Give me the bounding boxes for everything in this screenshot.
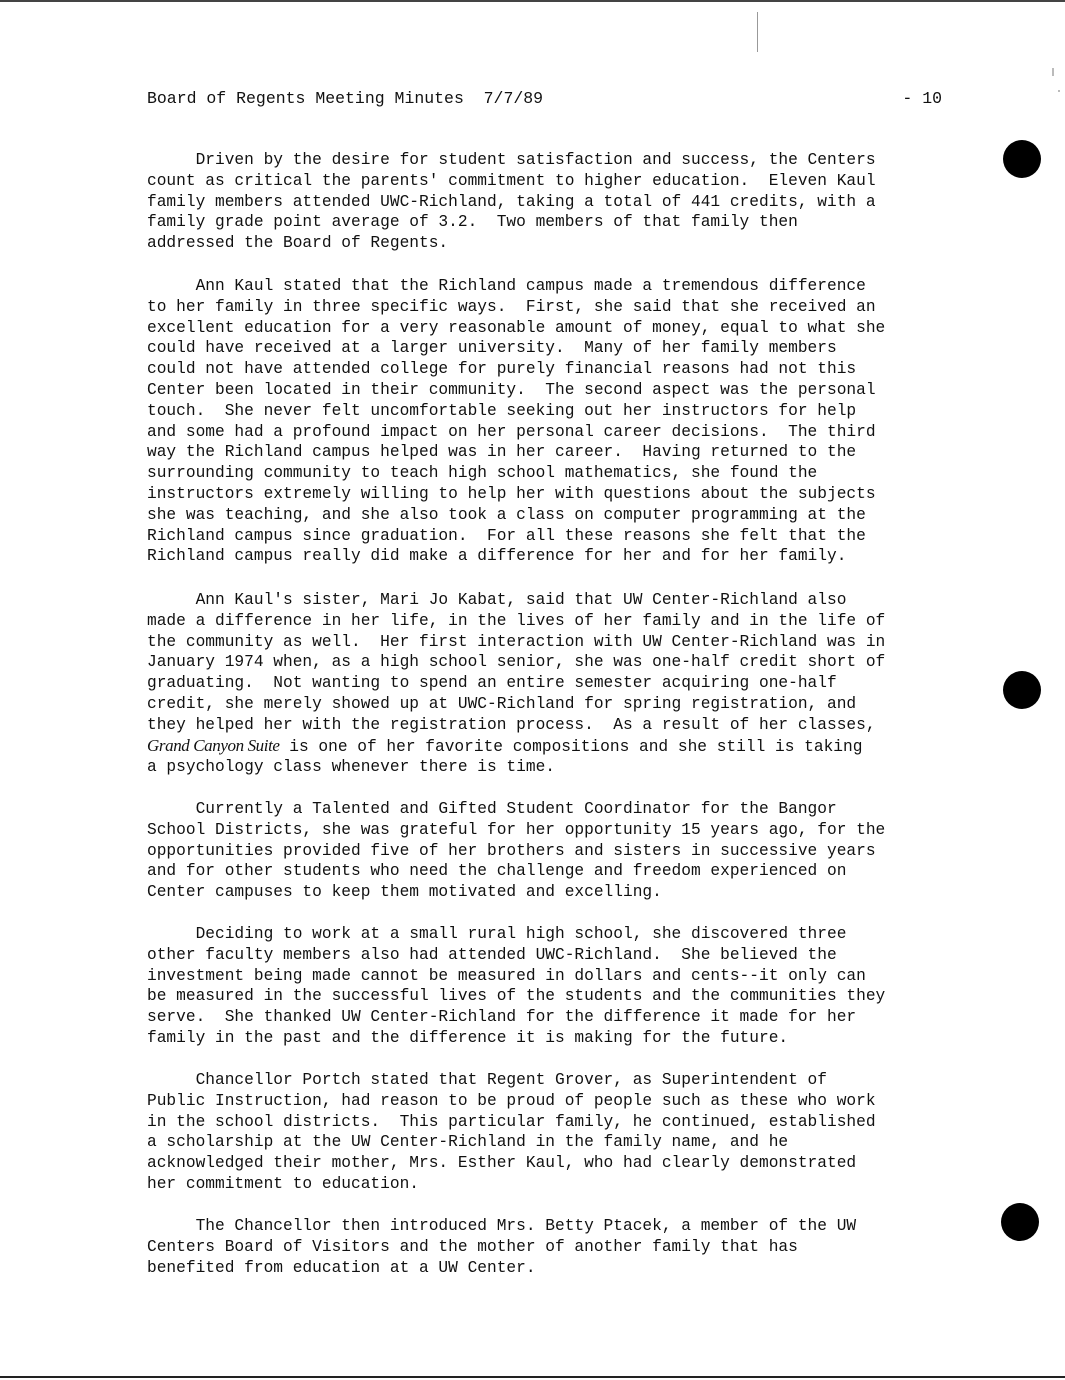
text-line: family in the past and the difference it is making for the future.: [147, 1028, 789, 1047]
text-line: Currently a Talented and Gifted Student Coordinator for the Bangor: [147, 800, 837, 818]
text-line: credit, she merely showed up at UWC-Richland for spring registration, and: [147, 694, 857, 713]
text-line: graduating. Not wanting to spend an entire semester acquiring one-half: [147, 674, 837, 693]
text-line: opportunities provided five of her brothers and sisters in successive years: [147, 841, 876, 860]
text-line: made a difference in her life, in the lives of her family and in the life of: [147, 611, 886, 630]
text-line: Public Instruction, had reason to be proud of people such as these who work: [147, 1091, 876, 1110]
text-line: they helped her with the registration process. As a result of her classes,: [147, 715, 876, 734]
text-line: acknowledged their mother, Mrs. Esther Kaul, who had clearly demonstrated: [147, 1154, 857, 1173]
text-line: Driven by the desire for student satisfaction and success, the Centers: [147, 151, 876, 169]
text-line: and for other students who need the challenge and freedom experienced on: [147, 862, 847, 881]
text-line: way the Richland campus helped was in her career. Having returned to the: [147, 443, 857, 462]
scan-artifact: [1058, 90, 1060, 92]
page-number: - 10: [902, 89, 942, 108]
text-line: Centers Board of Visitors and the mother of another family that has: [147, 1237, 798, 1256]
text-line: be measured in the successful lives of the students and the communities they: [147, 987, 886, 1006]
text-line: benefited from education at a UW Center.: [147, 1258, 536, 1277]
text-line: family grade point average of 3.2. Two members of that family then: [147, 213, 798, 232]
paragraph-1: [147, 150, 947, 254]
scan-artifact: [757, 12, 758, 52]
paragraph-3: [147, 590, 947, 778]
paragraph-5: [147, 924, 947, 1049]
paragraph-4: [147, 799, 947, 903]
text-line: touch. She never felt uncomfortable seeking out her instructors for help: [147, 401, 857, 420]
text-line: Richland campus since graduation. For all these reasons she felt that the: [147, 526, 866, 545]
text-line: her commitment to education.: [147, 1174, 419, 1193]
text-line: serve. She thanked UW Center-Richland for the difference it made for her: [147, 1008, 857, 1027]
composition-title: Grand Canyon Suite: [147, 735, 280, 755]
header-title: Board of Regents Meeting Minutes 7/7/89: [147, 89, 544, 108]
text-line: School Districts, she was grateful for her opportunity 15 years ago, for the: [147, 820, 886, 839]
paragraph-2: [147, 276, 947, 567]
bottom-edge-rule: [0, 1376, 1065, 1378]
text-line-with-title: [147, 736, 947, 758]
text-line: she was teaching, and she also took a class on computer programming at the: [147, 505, 866, 524]
text-line: surrounding community to teach high school mathematics, she found the: [147, 464, 818, 483]
text-line: Deciding to work at a small rural high school, she discovered three: [147, 925, 847, 943]
punch-hole-icon: [1003, 140, 1041, 178]
punch-hole-icon: [1001, 1203, 1039, 1241]
text-line: Center been located in their community. The second aspect was the personal: [147, 380, 876, 399]
text-line: excellent education for a very reasonable amount of money, equal to what she: [147, 318, 886, 337]
paragraph-6: [147, 1070, 947, 1195]
text-line: other faculty members also had attended UWC-Richland. She believed the: [147, 945, 837, 964]
text-line: the community as well. Her first interaction with UW Center-Richland was in: [147, 632, 886, 651]
text-line: The Chancellor then introduced Mrs. Betty Ptacek, a member of the UW: [147, 1217, 857, 1235]
text-line: could have received at a larger university. Many of her family members: [147, 339, 837, 358]
text-line: family members attended UWC-Richland, taking a total of 441 credits, with a: [147, 192, 876, 211]
text-line: a scholarship at the UW Center-Richland in the family name, and he: [147, 1133, 789, 1152]
text-line: addressed the Board of Regents.: [147, 234, 449, 253]
paragraph-7: [147, 1216, 947, 1278]
text-line: could not have attended college for purely financial reasons had not this: [147, 360, 857, 379]
text-line: count as critical the parents' commitment to higher education. Eleven Kaul: [147, 171, 876, 190]
page-header: [147, 89, 942, 111]
text-line: and some had a profound impact on her personal career decisions. The third: [147, 422, 876, 441]
scan-artifact: [1052, 68, 1054, 76]
text-fragment: is one of her favorite compositions and she still is taking: [279, 737, 863, 756]
top-edge-rule: [0, 0, 1065, 2]
text-line: Richland campus really did make a difference for her and for her family.: [147, 547, 847, 566]
text-line: to her family in three specific ways. First, she said that she received an: [147, 297, 876, 316]
text-line: Ann Kaul's sister, Mari Jo Kabat, said that UW Center-Richland also: [147, 591, 847, 609]
text-line: instructors extremely willing to help her with questions about the subjects: [147, 484, 876, 503]
punch-hole-icon: [1003, 671, 1041, 709]
text-line: January 1974 when, as a high school senior, she was one-half credit short of: [147, 653, 886, 672]
text-line: investment being made cannot be measured in dollars and cents--it only can: [147, 966, 866, 985]
text-line: Center campuses to keep them motivated and excelling.: [147, 883, 662, 902]
text-line: Chancellor Portch stated that Regent Grover, as Superintendent of: [147, 1071, 827, 1089]
text-line: in the school districts. This particular family, he continued, established: [147, 1112, 876, 1131]
text-line: a psychology class whenever there is time.: [147, 758, 555, 777]
text-line: Ann Kaul stated that the Richland campus made a tremendous difference: [147, 277, 866, 295]
